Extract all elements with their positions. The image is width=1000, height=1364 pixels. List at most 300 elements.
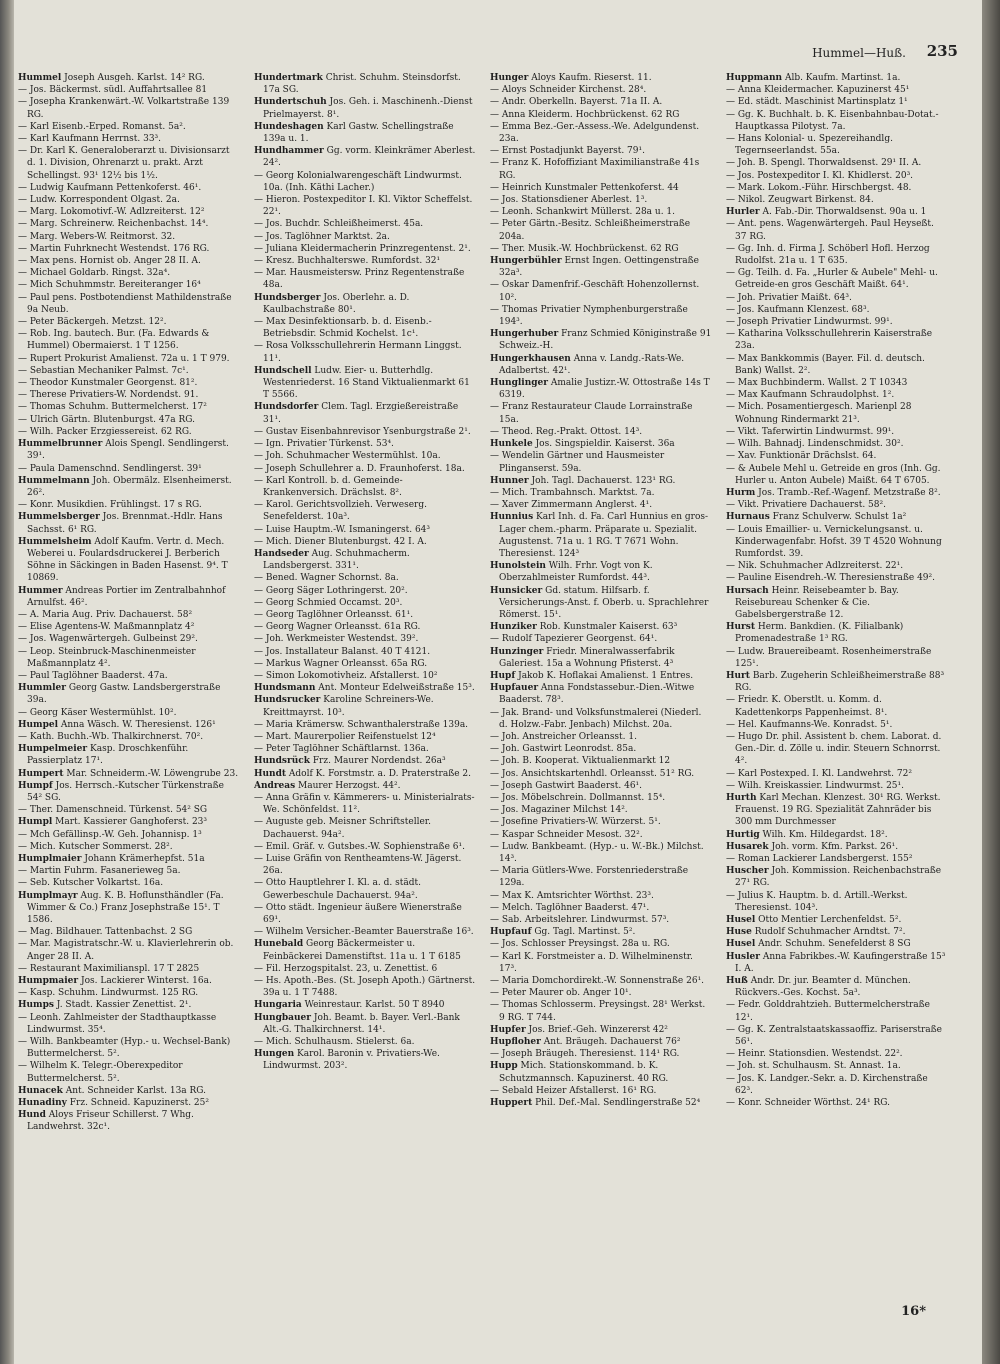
directory-entry: — Josepha Krankenwärt.-W. Volkartstraße 139 RG. [18,97,230,120]
directory-entry: — Joh. B. Spengl. Thorwaldsenst. 29¹ II. A. [726,158,922,169]
directory-entry: Hundsmann Ant. Monteur Edelweißstraße 15³. [254,683,475,694]
directory-entry: — Ther. Damenschneid. Türkenst. 54² SG [18,805,208,816]
directory-entry: Husel Otto Mentier Lerchenfeldst. 5². [726,915,902,926]
entry-headword: Hunglinger [490,378,549,389]
directory-entry: — Ther. Musik.-W. Hochbrückenst. 62 RG [490,243,679,254]
directory-entry: Hummelsberger Jos. Brennmat.-Hdlr. Hans Sachsst. 6¹ RG. [18,512,223,535]
directory-entry: — Karol. Gerichtsvollzieh. Verweserg. Senefelderst. 10a³. [254,500,427,523]
directory-entry: — Sebald Heizer Afstallerst. 16¹ RG. [490,1085,657,1096]
entry-headword: Humpel [18,719,59,730]
directory-entry: — Hs. Apoth.-Bes. (St. Joseph Apoth.) Gärtnerst. 39a u. 1 T 7488. [254,976,476,999]
directory-entry: Humplmaier Johann Krämerhepfst. 51a [18,854,205,864]
directory-entry: — Marg. Lokomotivf.-W. Adlzreiterst. 12² [18,207,205,218]
directory-entry: — Joseph Bräugeh. Theresienst. 114¹ RG. [490,1049,680,1060]
directory-entry: — Rosa Volksschullehrerin Hermann Linggst. 11¹. [254,341,462,364]
directory-entry: — Georg Taglöhner Orleansst. 61¹. [254,609,414,620]
directory-entry: Hurm Jos. Tramb.-Ref.-Wagenf. Metzstraße 8². [726,487,941,498]
directory-entry: — Joh. B. Kooperat. Viktualienmarkt 12 [490,756,671,767]
directory-entry: — Mch Gefällinsp.-W. Geh. Johannisp. 1³ [18,829,202,840]
directory-entry: — Simon Lokomotivheiz. Afstallerst. 10² [254,670,438,681]
directory-entry: — Ant. pens. Wagenwärtergeh. Paul Heyseßt. 37 RG. [726,219,934,242]
directory-entry: — Wendelin Gärtner und Hausmeister Plinganserst. 59a. [490,451,665,474]
directory-entry: Hungerhuber Franz Schmied Königinstraße 91 Schweiz.-H. [490,329,712,352]
directory-entry: — Konr. Schneider Wörthst. 24¹ RG. [726,1098,891,1109]
entry-headword: Hurler [726,207,760,218]
directory-entry: — Rob. Ing. bautech. Bur. (Fa. Edwards & Hummel) Obermaierst. 1 T 1256. [18,329,210,352]
entry-headword: Hundt [254,768,287,779]
directory-entry: — Katharina Volksschullehrerin Kaiserstraße 23a. [726,329,933,352]
entry-headword: Hungbauer [254,1012,312,1023]
directory-entry: Husel Andr. Schuhm. Senefelderst 8 SG [726,939,911,950]
directory-entry: Hunner Joh. Tagl. Dachauerst. 123¹ RG. [490,475,676,486]
entry-headword: Husel [726,939,756,950]
entry-headword: Huscher [726,866,769,877]
directory-entry: — Juliana Kleidermacherin Prinzregentenst. 2¹. [254,243,471,254]
directory-entry: — Jos. Taglöhner Marktst. 2a. [254,231,390,242]
directory-entry: Hungerbühler Ernst Ingen. Oettingenstraße 32a³. [490,256,699,279]
directory-entry: — Peter Maurer ob. Anger 10¹. [490,988,632,999]
directory-entry: — Jos. Bäckermst. südl. Auffahrtsallee 81 [18,85,208,96]
directory-entry: Hundertmark Christ. Schuhm. Steinsdorfst. 17a SG. [254,73,461,96]
directory-entry: — Georg Kolonialwarengeschäft Lindwurmst. 10a. (Inh. Käthi Lacher.) [254,170,462,193]
directory-entry: — Mich Schuhmmstr. Bereiteranger 16⁴ [18,280,201,291]
directory-entry: — Max Desinfektionsarb. b. d. Eisenb.-Betriebsdir. Schmid Kochelst. 1c¹. [254,317,432,340]
directory-entry: — Thomas Privatier Nymphenburgerstraße 194³. [490,304,688,328]
entry-headword: Hummelsberger [18,512,100,523]
directory-entry: — Jos. Postexpeditor I. Kl. Khidlerst. 20³. [726,170,914,181]
directory-entry: Humpel Anna Wäsch. W. Theresienst. 126¹ [18,719,216,730]
page-gutter-left [0,0,14,1364]
directory-entry: — Paul Taglöhner Baaderst. 47a. [18,670,168,681]
directory-entry: Humps J. Stadt. Kassier Zenettist. 2¹. [18,1000,192,1011]
entry-headword: Hundhammer [254,146,324,157]
directory-entry: Hunacek Ant. Schneider Karlst. 13a RG. [18,1085,207,1096]
directory-entry: — Max Buchbinderm. Wallst. 2 T 10343 [726,378,908,389]
directory-entry: Hurler A. Fab.-Dir. Thorwaldsenst. 90a u. 1 [726,207,927,218]
entry-headword: Hunger [490,73,529,83]
entry-headword: Huppmann [726,73,783,83]
entry-headword: Hungerbühler [490,256,562,267]
directory-entry: Hurt Barb. Zugeherin Schleißheimerstraße 88³ RG. [726,670,945,694]
entry-headword: Husarek [726,841,769,852]
directory-entry: — Nik. Schuhmacher Adlzreiterst. 22¹. [726,561,904,572]
directory-entry: Hummler Georg Gastw. Landsbergerstraße 39a. [18,683,221,706]
directory-entry: Huppert Phil. Def.-Mal. Sendlingerstraße 52⁴ [490,1098,701,1109]
directory-entry: — Karl K. Forstmeister a. D. Wilhelminenstr. 17³. [490,951,693,974]
entry-headword: Hundertmark [254,73,323,83]
directory-entry: — Xaver Zimmermann Anglerst. 4¹. [490,500,653,511]
directory-entry: — Bened. Wagner Schornst. 8a. [254,573,399,584]
directory-entry: — A. Maria Aug. Priv. Dachauerst. 58² [18,609,193,620]
directory-entry: — Luise Gräfin von Rentheamtens-W. Jägerst. 26a. [254,854,462,877]
directory-entry: Hungaria Weinrestaur. Karlst. 50 T 8940 [254,1000,445,1011]
directory-entry: — Ed. städt. Maschinist Martinsplatz 1¹ [726,97,908,108]
entry-headword: Hummelmann [18,475,90,486]
directory-entry: Huß Andr. Dr. jur. Beamter d. München. Rückvers.-Ges. Kochst. 5a³. [726,976,911,999]
directory-entry: — Leop. Steinbruck-Maschinenmeister Maßmannplatz 4². [18,646,196,669]
directory-entry: Hundsrück Frz. Maurer Nordendst. 26a³ [254,756,446,767]
directory-entry: — Konr. Musikdien. Frühlingst. 17 s RG. [18,500,202,511]
directory-entry: — Jos. Magaziner Milchst 14². [490,805,628,816]
directory-entry: — Mich. Diener Blutenburgst. 42 I. A. [254,536,427,547]
directory-entry: Humpl Mart. Kassierer Ganghoferst. 23³ [18,817,208,828]
directory-entry: — Hugo Dr. phil. Assistent b. chem. Laborat. d. Gen.-Dir. d. Zölle u. indir. Steuern Schnorrst. 4². [726,731,942,767]
directory-entry: — Gg. K. Zentralstaatskassaoffiz. Pariserstraße 56¹. [726,1024,942,1048]
directory-entry: — Wilh. Kreiskassier. Lindwurmst. 25¹. [726,780,905,791]
directory-entry: Hunadiny Frz. Schneid. Kapuzinerst. 25² [18,1098,209,1109]
directory-entry: — Karl Kaufmann Herrnst. 33³. [18,134,162,145]
directory-entry: Hursach Heinr. Reisebeamter b. Bay. Reisebureau Schenker & Cie. Gabelsbergerstraße 12. [726,585,899,620]
directory-entry: — Heinrich Kunstmaler Pettenkoferst. 44 [490,182,679,193]
directory-entry: Andreas Maurer Herzogst. 44². [254,780,401,791]
directory-entry: — Karl Kontroll. b. d. Gemeinde-Krankenversich. Drächslst. 8². [254,475,403,498]
directory-entry: — Emma Bez.-Ger.-Assess.-We. Adelgundenst. 23a. [490,121,700,145]
entry-headword: Hundsdorfer [254,402,319,413]
entry-headword: Humplmaier [18,854,82,864]
directory-entry: — Gg. K. Buchhalt. b. K. Eisenbahnbau-Dotat.-Hauptkassa Pilotyst. 7a. [726,109,939,132]
directory-entry: — Hieron. Postexpeditor I. Kl. Viktor Scheffelst. 22¹. [254,195,473,218]
directory-entry: Hundsrucker Karoline Schreiners-We. Kreittmayrst. 10³. [254,695,434,718]
entry-headword: Hummler [18,683,66,694]
directory-entry: — Oskar Damenfrif.-Geschäft Hohenzollernst. 10². [490,280,700,303]
directory-entry: — Max pens. Hornist ob. Anger 28 II. A. [18,256,201,267]
entry-headword: Hundsmann [254,683,316,694]
directory-entry: — Gustav Eisenbahnrevisor Ysenburgstraße 2¹. [254,426,471,437]
entry-headword: Hunebald [254,939,304,950]
entry-headword: Hupfloher [490,1037,541,1048]
directory-entry: Hunglinger Amalie Justizr.-W. Ottostraße 14s T 6319. [490,378,710,401]
directory-entry: — Kasp. Schuhm. Lindwurmst. 125 RG. [18,988,199,999]
directory-entry: Hupfloher Ant. Bräugeh. Dachauerst 76² [490,1037,681,1048]
directory-entry: Hurst Herm. Bankdien. (K. Filialbank) Promenadestraße 1³ RG. [726,622,904,645]
directory-entry: — Martin Fuhrknecht Westendst. 176 RG. [18,243,210,254]
directory-entry: — Franz K. Hofoffiziant Maximilianstraße 41s RG. [490,158,700,181]
entry-headword: Hunacek [18,1085,63,1096]
directory-entry: — Melch. Taglöhner Baaderst. 47¹. [490,902,650,913]
directory-entry: — Maria Domchordirekt.-W. Sonnenstraße 26¹. [490,976,705,987]
directory-entry: Hunebald Georg Bäckermeister u. Feinbäckerei Damenstiftst. 11a u. 1 T 6185 [254,939,461,962]
directory-entry: — Gg. Teilh. d. Fa. „Hurler & Aubele" Mehl- u. Getreide-en gros Geschäft Maißt. 64¹. [726,268,938,291]
entry-headword: Handseder [254,548,309,559]
directory-entry: — Thomas Schuhm. Buttermelcherst. 17² [18,402,207,413]
entry-headword: Hurt [726,670,750,681]
directory-entry: — Joh. Schuhmacher Westermühlst. 10a. [254,451,441,462]
directory-entry: — Mar. Hausmeistersw. Prinz Regentenstraße 48a. [254,268,465,291]
directory-entry: — Auguste geb. Meisner Schriftsteller. Dachauerst. 94a². [254,817,431,840]
directory-entry: — Joseph Gastwirt Baaderst. 46¹. [490,780,643,791]
directory-entry: — Wilhelm K. Telegr.-Oberexpeditor Buttermelcherst. 5². [18,1061,183,1084]
directory-entry: — Josefine Privatiers-W. Würzerst. 5¹. [490,817,661,828]
directory-entry: — Joh. Werkmeister Westendst. 39². [254,634,419,645]
entry-headword: Hungerkhausen [490,353,571,364]
directory-entry: — Gg. Inh. d. Firma J. Schöberl Hofl. Herzog Rudolfst. 21a u. 1 T 635. [726,243,930,267]
entry-headword: Hummel [18,73,62,83]
entry-headword: Hurnaus [726,512,770,523]
directory-entry: Hupf Jakob K. Hoflakai Amalienst. 1 Entres. [490,670,694,681]
directory-entry: Hurnaus Franz Schulverw. Schulst 1a² [726,512,907,523]
directory-entry: — Mart. Maurerpolier Reifenstuelst 12⁴ [254,731,436,742]
directory-entry: — Mich. Schulhausm. Stielerst. 6a. [254,1037,415,1048]
entry-headword: Hunziker [490,622,537,633]
directory-entry: — Seb. Kutscher Volkartst. 16a. [18,878,164,889]
entry-headword: Hupf [490,670,516,681]
directory-entry: Hunnius Karl Inh. d. Fa. Carl Hunnius en gros-Lager chem.-pharm. Präparate u. Spezialit. Augustenst. 71a u. 1 RG. T 7671 Wohn. Theresienst. 124³ [490,512,709,559]
directory-entry: — Jos. Installateur Balanst. 40 T 4121. [254,646,431,657]
directory-entry: — Kaspar Schneider Mesost. 32². [490,829,643,840]
directory-entry: — Nikol. Zeugwart Birkenst. 84. [726,195,874,206]
directory-entry: — Joh. st. Schulhausm. St. Annast. 1a. [726,1061,901,1072]
directory-entry: — Karl Eisenb.-Erped. Romanst. 5a². [18,121,186,132]
directory-entry: — Jos. Möbelschrein. Dollmannst. 15⁴. [490,792,666,803]
directory-entry: Hund Aloys Friseur Schillerst. 7 Whg. Landwehrst. 32c¹. [18,1110,194,1133]
directory-entry: — Joseph Privatier Lindwurmst. 99¹. [726,317,893,328]
directory-entry: Hundeshagen Karl Gastw. Schellingstraße 139a u. 1. [254,121,454,145]
directory-entry: — Anna Kleiderm. Hochbrückenst. 62 RG [490,109,680,120]
directory-entry: — Roman Lackierer Landsbergerst. 155² [726,854,913,864]
directory-entry: Hummelsheim Adolf Kaufm. Vertr. d. Mech. Weberei u. Foulardsdruckerei J. Berberich Söhne in Säckingen in Baden Hasenst. 9⁴. T 10869. [18,536,228,584]
running-head: Hummel—Huß. [812,46,906,60]
entry-headword: Hursach [726,585,769,596]
directory-entry: — Kresz. Buchhalterswe. Rumfordst. 32¹ [254,256,441,267]
directory-entry: — Joh. Gastwirt Leonrodst. 85a. [490,744,637,755]
directory-entry: — Xav. Funktionär Drächslst. 64. [726,451,877,462]
directory-entry: — Jos. Buchdr. Schleißheimerst. 45a. [254,219,424,230]
directory-entry: Huppmann Alb. Kaufm. Martinst. 1a. [726,73,901,83]
directory-entry: — Jos. Ansichtskartenhdl. Orleansst. 51² RG. [490,768,695,779]
column-2 [254,72,476,1352]
directory-entry: Hunger Aloys Kaufm. Rieserst. 11. [490,73,652,83]
directory-entry: — Ludw. Brauereibeamt. Rosenheimerstraße 125¹. [726,646,932,669]
directory-entry: — Mag. Bildhauer. Tattenbachst. 2 SG [18,927,193,938]
directory-entry: — Hel. Kaufmanns-We. Konradst. 5¹. [726,719,893,730]
directory-entry: — Karl Postexped. I. Kl. Landwehrst. 72² [726,768,912,779]
entry-headword: Hunnius [490,512,534,523]
column-4 [726,72,948,1352]
directory-entry: Humpert Mar. Schneiderm.-W. Löwengrube 23. [18,768,239,779]
entry-headword: Andreas [254,780,296,791]
directory-entry: Hurth Karl Mechan. Klenzest. 30¹ RG. Werkst. Frauenst. 19 RG. Spezialität Zahnräder bis 300 mm Durchmesser [726,792,941,828]
entry-headword: Hunner [490,475,529,486]
directory-entry: Hunolstein Wilh. Frhr. Vogt von K. Oberzahlmeister Rumfordst. 44³. [490,561,653,584]
entry-headword: Hummelsheim [18,536,92,547]
entry-headword: Humpf [18,780,53,791]
directory-entry: — Theod. Reg.-Prakt. Ottost. 14³. [490,426,643,437]
entry-headword: Hurtig [726,829,760,840]
directory-entry: — Sab. Arbeitslehrer. Lindwurmst. 57³. [490,915,670,926]
page-number: 235 [926,42,958,60]
directory-entry: — Vikt. Taferwirtin Lindwurmst. 99¹. [726,426,895,437]
directory-entry: — Wilh. Bahnadj. Lindenschmidst. 30². [726,439,904,450]
entry-headword: Hundertschuh [254,97,327,108]
directory-entry: — Jos. K. Landger.-Sekr. a. D. Kirchenstraße 62³. [726,1073,928,1096]
entry-headword: Hummelbrunner [18,439,103,450]
entry-headword: Hunzinger [490,646,544,657]
directory-entry: — Restaurant Maximilianspl. 17 T 2825 [18,963,200,974]
directory-entry: — Ernst Postadjunkt Bayerst. 79¹. [490,146,645,157]
directory-entry: Humplmayr Aug. K. B. Hoflunsthändler (Fa. Wimmer & Co.) Franz Josephstraße 15¹. T 1586. [18,890,224,926]
directory-entry: Handseder Aug. Schuhmacherm. Landsbergerst. 331¹. [254,548,410,572]
directory-entry: — Sebastian Mechaniker Palmst. 7c¹. [18,365,189,376]
directory-entry: — Georg Schmied Occamst. 20³. [254,597,403,608]
directory-entry: Hupfauer Anna Fondstassebur.-Dien.-Witwe Baaderst. 78³. [490,683,695,706]
entry-headword: Hurth [726,792,757,803]
directory-entry: — Maria Krämersw. Schwanthalerstraße 139a. [254,719,469,730]
entry-headword: Hupfer [490,1024,526,1035]
directory-entry: Hundt Adolf K. Forstmstr. a. D. Praterstraße 2. [254,768,471,779]
directory-entry: — Heinr. Stationsdien. Westendst. 22². [726,1049,903,1060]
directory-entry: Hungbauer Joh. Beamt. b. Bayer. Verl.-Bank Alt.-G. Thalkirchnerst. 14¹. [254,1012,460,1035]
directory-entry: Hummelbrunner Alois Spengl. Sendlingerst. 39¹. [18,439,229,462]
entry-headword: Hundsrucker [254,695,321,706]
entry-headword: Hummer [18,585,63,596]
directory-entry: Hurtig Wilh. Km. Hildegardst. 18². [726,829,888,840]
directory-entry: Hundsberger Jos. Oberlehr. a. D. Kaulbachstraße 80¹. [254,292,410,315]
entry-headword: Hundeshagen [254,121,324,132]
directory-entry: — Georg Käser Westermühlst. 10². [18,707,177,718]
directory-entry: — Fil. Herzogspitalst. 23, u. Zenettist. 6 [254,963,438,974]
directory-entry: — Anna Kleidermacher. Kapuzinerst 45¹ [726,85,910,96]
directory-entry: — Max Kaufmann Schraudolphst. 1². [726,390,895,401]
directory-entry: Huscher Joh. Kommission. Reichenbachstraße 27¹ RG. [726,866,942,889]
directory-entry: — Franz Restaurateur Claude Lorrainstraße 15a. [490,402,693,425]
directory-entry: Humpf Jos. Herrsch.-Kutscher Türkenstraße 54² SG. [18,780,224,803]
directory-entry: Humpmaier Jos. Lackierer Winterst. 16a. [18,976,212,987]
directory-entry: — Leonh. Schankwirt Müllerst. 28a u. 1. [490,207,676,218]
entry-headword: Hundsberger [254,292,321,303]
column-3 [490,72,712,1352]
directory-entry: — Luise Hauptm.-W. Ismaningerst. 64³ [254,524,431,535]
entry-headword: Humplmayr [18,890,78,901]
directory-entry: — Peter Taglöhner Schäftlarnst. 136a. [254,744,429,755]
directory-entry: — Aloys Schneider Kirchenst. 28⁴. [490,85,647,96]
directory-entry: Hummer Andreas Portier im Zentralbahnhof Arnulfst. 46². [18,585,226,608]
directory-entry: — Andr. Oberkelln. Bayerst. 71a II. A. [490,97,663,108]
directory-entry: — Therese Privatiers-W. Nordendst. 91. [18,390,199,401]
entry-headword: Huß [726,976,748,987]
directory-entry: Hunsicker Gd. statum. Hilfsarb. f. Versicherungs-Anst. f. Oberb. u. Sprachlehrer Römerst. 15¹. [490,585,709,620]
directory-entry: — Joh. Anstreicher Orleansst. 1. [490,731,637,742]
directory-entry: — Georg Säger Lothringerst. 20². [254,585,408,596]
entry-headword: Hupfauf [490,927,532,938]
directory-entry: — Otto Hauptlehrer I. Kl. a. d. städt. Gewerbeschule Dachauerst. 94a². [254,878,421,901]
entry-headword: Husler [726,951,761,962]
directory-entry: — Jos. Wagenwärtergeh. Gulbeinst 29². [18,634,198,645]
directory-entry: — Mar. Magistratschr.-W. u. Klavierlehrerin ob. Anger 28 II. A. [18,939,234,962]
directory-entry: Hupfer Jos. Brief.-Geh. Winzererst 42² [490,1024,668,1035]
directory-entry: — Mark. Lokom.-Führ. Hirschbergst. 48. [726,182,912,193]
directory-entry: — Mich. Posamentiergesch. Marienpl 28 Wohnung Rindermarkt 21³. [726,402,912,425]
directory-entry: Hundhammer Gg. vorm. Kleinkrämer Aberlest. 24². [254,146,476,169]
directory-entry: — Paula Damenschnd. Sendlingerst. 39¹ [18,463,202,474]
directory-entry: — Theodor Kunstmaler Georgenst. 81². [18,378,198,389]
column-1 [18,72,240,1352]
directory-entry: — Max Bankkommis (Bayer. Fil. d. deutsch. Bank) Wallst. 2². [726,353,925,376]
directory-entry: — Mich. Trambahnsch. Marktst. 7a. [490,487,655,498]
directory-entry: — Paul pens. Postbotendienst Mathildenstraße 9a Neub. [18,292,232,315]
directory-entry: — Jos. Kaufmann Klenzest. 68³. [726,304,870,315]
entry-headword: Hunkele [490,439,533,450]
directory-entry: — Ulrich Gärtn. Blutenburgst. 47a RG. [18,414,195,425]
directory-entry: Husler Anna Fabrikbes.-W. Kaufingerstraße 15³ I. A. [726,951,946,974]
directory-entry: Hungen Karol. Baronin v. Privatiers-We. Lindwurmst. 203². [254,1049,440,1072]
directory-entry: — Ludwig Kaufmann Pettenkoferst. 46¹. [18,182,202,193]
directory-entry: — Hans Kolonial- u. Spezereihandlg. Tegernseerlandst. 55a. [726,134,893,157]
directory-entry: — Louis Emaillier- u. Vernickelungsanst. u. Kinderwagenfabr. Hofst. 39 T 4520 Wohnung Rumfordst. 39. [726,524,942,559]
directory-entry: — Markus Wagner Orleansst. 65a RG. [254,658,428,669]
directory-entry: — Georg Wagner Orleansst. 61a RG. [254,622,421,633]
directory-entry: — Jos. Schlosser Preysingst. 28a u. RG. [490,939,670,950]
entry-headword: Husel [726,915,756,926]
directory-entry: Hunzinger Friedr. Mineralwasserfabrik Galeriest. 15a a Wohnung Pfisterst. 4³ [490,646,675,669]
directory-page [14,0,982,1364]
directory-entry: — Anna Gräfin v. Kämmerers- u. Ministerialrats-We. Schönfeldst. 11². [254,792,475,816]
directory-entry: — Ign. Privatier Türkenst. 53⁴. [254,439,394,450]
directory-entry: — Wilh. Bankbeamter (Hyp.- u. Wechsel-Bank) Buttermelcherst. 5². [18,1037,231,1060]
entry-headword: Humpert [18,768,64,779]
directory-entry: — Maria Gütlers-Wwe. Forstenriederstraße 129a. [490,866,689,889]
directory-entry: — & Aubele Mehl u. Getreide en gros (Inh. Gg. Hurler u. Anton Aubele) Maißt. 64 T 6705. [726,463,941,486]
entry-headword: Humpl [18,817,53,828]
directory-entry: Husarek Joh. vorm. Kfm. Parkst. 26¹. [726,841,899,852]
directory-entry: — Emil. Gräf. v. Gutsbes.-W. Sophienstraße 6¹. [254,841,465,852]
directory-entry: Hundertschuh Jos. Geh. i. Maschinenh.-Dienst Prielmayerst. 8¹. [254,97,473,120]
entry-headword: Hunolstein [490,561,546,572]
directory-entry: — Julius K. Hauptm. b. d. Artill.-Werkst. Theresienst. 104³. [726,890,908,913]
directory-entry: — Jos. Stationsdiener Aberlest. 1³. [490,195,648,206]
entry-headword: Hund [18,1110,46,1121]
directory-entry: — Pauline Eisendreh.-W. Theresienstraße 49². [726,573,935,584]
signature-mark: 16* [901,1304,926,1319]
entry-headword: Hungerhuber [490,329,559,340]
directory-entry: — Otto städt. Ingenieur äußere Wienerstraße 69¹. [254,902,462,926]
directory-entry: — Martin Fuhrm. Fasanerieweg 5a. [18,866,181,877]
entry-headword: Huse [726,927,752,938]
entry-headword: Hunadiny [18,1098,67,1109]
directory-entry: — Thomas Schlosserm. Preysingst. 28¹ Werkst. 9 RG. T 744. [490,1000,706,1023]
directory-columns [18,72,976,1352]
directory-entry: — Vikt. Privatiere Dachauerst. 58². [726,500,886,511]
page-header [14,44,982,66]
directory-entry: — Joseph Schullehrer a. D. Fraunhoferst. 18a. [254,463,465,474]
page-edge-right [982,0,1000,1364]
directory-entry: — Ludw. Korrespondent Olgast. 2a. [18,195,180,206]
directory-entry: — Friedr. K. Oberstlt. u. Komm. d. Kadettenkorps Pappenheimst. 8¹. [726,695,888,718]
directory-entry: — Kath. Buchh.-Wb. Thalkirchnerst. 70². [18,731,204,742]
directory-entry: — Dr. Karl K. Generaloberarzt u. Divisionsarzt d. 1. Division, Ohrenarzt u. prakt. Arzt Schellingst. 93¹ 12½ bis 1½. [18,146,230,181]
directory-entry: Hupfauf Gg. Tagl. Martinst. 5². [490,927,636,938]
directory-entry: — Fedr. Golddrahtzieh. Buttermelcherstraße 12¹. [726,1000,931,1023]
directory-entry: — Wilhelm Versicher.-Beamter Bauerstraße 16³. [254,927,474,938]
directory-entry: — Michael Goldarb. Ringst. 32a⁴. [18,268,171,279]
entry-headword: Hungen [254,1049,295,1060]
directory-entry: Huse Rudolf Schuhmacher Arndtst. 7². [726,927,906,938]
entry-headword: Humpmaier [18,976,79,987]
directory-entry: — Mich. Kutscher Sommerst. 28². [18,841,173,852]
directory-entry: — Rupert Prokurist Amalienst. 72a u. 1 T 979. [18,353,230,364]
entry-headword: Humps [18,1000,54,1011]
directory-entry: Hundsdorfer Clem. Tagl. Erzgießereistraße 31¹. [254,402,459,425]
entry-headword: Hundschell [254,365,312,376]
directory-entry: — Marg. Schreinerw. Reichenbachst. 14⁴. [18,219,209,230]
directory-entry: Humpelmeier Kasp. Droschkenführ. Passierplatz 17¹. [18,744,189,767]
entry-headword: Hunsicker [490,585,543,596]
directory-entry: — Leonh. Zahlmeister der Stadthauptkasse Lindwurmst. 35⁴. [18,1012,217,1035]
directory-entry: Hummel Joseph Ausgeh. Karlst. 14² RG. [18,73,205,83]
directory-entry: — Jak. Brand- und Volksfunstmalerei (Niederl. d. Holzw.-Fabr. Jenbach) Milchst. 20a. [490,707,702,730]
directory-entry: Hummelmann Joh. Obermälz. Elsenheimerst. 26². [18,475,232,498]
directory-entry: — Ludw. Bankbeamt. (Hyp.- u. W.-Bk.) Milchst. 14³. [490,841,704,864]
directory-entry: — Peter Gärtn.-Besitz. Schleißheimerstraße 204a. [490,219,691,242]
